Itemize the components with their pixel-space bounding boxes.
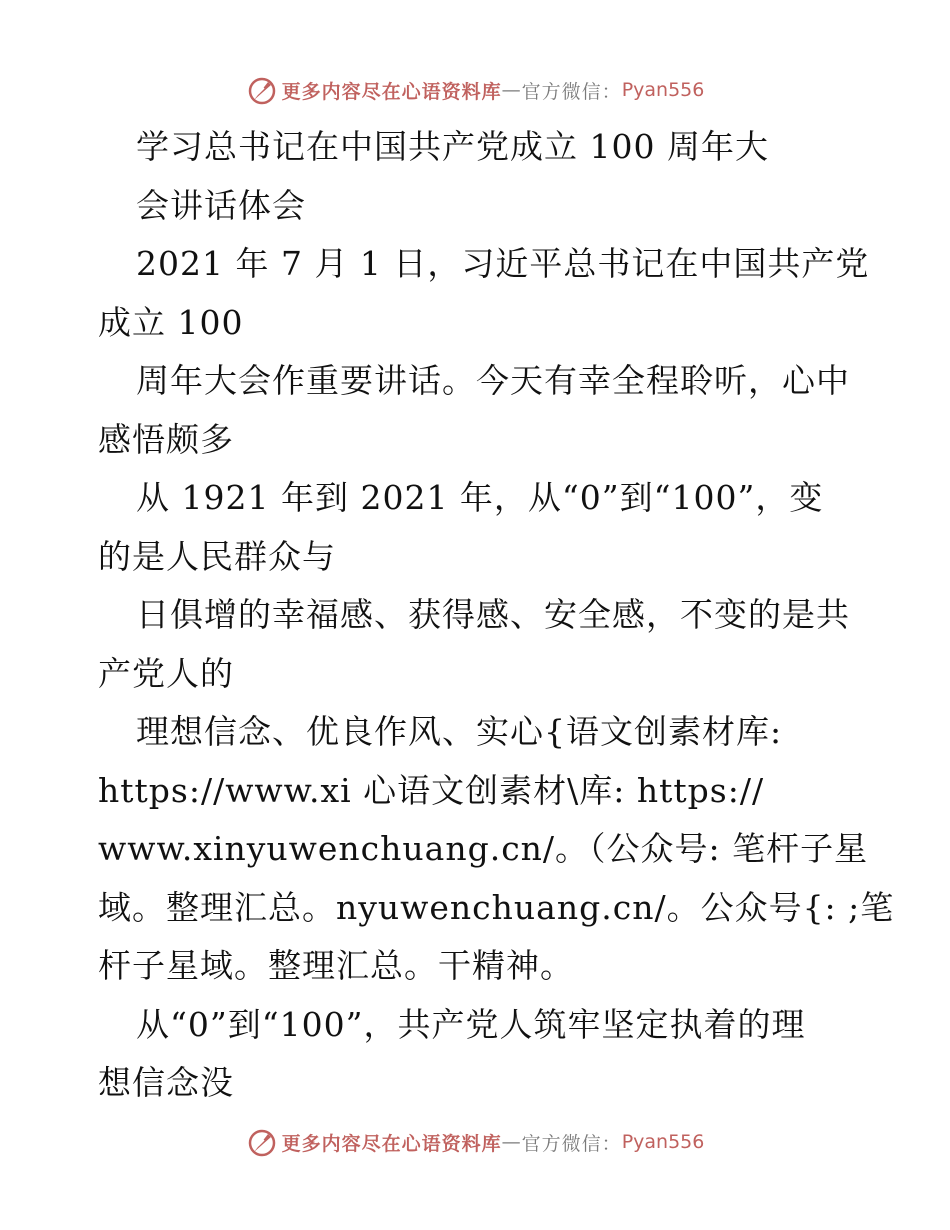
text-line: 域。整理汇总。nyuwenchuang.cn/。公众号{: ;笔 <box>98 887 895 927</box>
text-line: 的是人民群众与 <box>98 536 336 576</box>
text-line: https://www.xi 心语文创素材\库: https:// <box>98 770 765 810</box>
text-line: 从 1921 年到 2021 年，从“0”到“100”，变 <box>136 478 824 517</box>
header-banner <box>0 70 950 110</box>
text-line: 产党人的 <box>98 653 234 693</box>
text-line: 成立 100 <box>98 302 244 342</box>
banner-wechat-label: 官方微信： <box>521 1132 622 1155</box>
text-line: 理想信念、优良作风、实心{语文创素材库: <box>136 712 783 751</box>
text-line: 想信念没 <box>98 1063 234 1102</box>
text-line: 日俱增的幸福感、获得感、安全感，不变的是共 <box>136 595 850 634</box>
banner-text: 更多内容尽在心语资料库 <box>281 80 502 103</box>
banner-wechat-label: 官方微信： <box>521 80 622 103</box>
banner-separator: — <box>501 79 522 101</box>
document-body <box>98 118 895 1113</box>
banner-text: 更多内容尽在心语资料库 <box>281 1132 502 1155</box>
banner-separator: — <box>501 1131 522 1153</box>
text-line: www.xinyuwenchuang.cn/。（公众号: 笔杆子星 <box>98 829 869 868</box>
quill-logo-icon <box>246 74 278 106</box>
text-line: 周年大会作重要讲话。今天有幸全程聆听，心中 <box>136 361 850 400</box>
banner-wechat-id: Pyan556 <box>621 79 705 101</box>
quill-logo-icon <box>246 1126 278 1158</box>
title-line-2: 会讲话体会 <box>136 185 306 225</box>
text-line: 2021 年 7 月 1 日，习近平总书记在中国共产党 <box>136 244 870 283</box>
text-line: 感悟颇多 <box>98 419 234 459</box>
title-line-1: 学习总书记在中国共产党成立 100 周年大 <box>136 127 769 166</box>
footer-banner <box>0 1122 950 1162</box>
text-line: 杆子星域。整理汇总。干精神。 <box>98 946 574 985</box>
text-line: 从“0”到“100”，共产党人筑牢坚定执着的理 <box>136 1004 806 1044</box>
banner-wechat-id: Pyan556 <box>621 1131 705 1153</box>
